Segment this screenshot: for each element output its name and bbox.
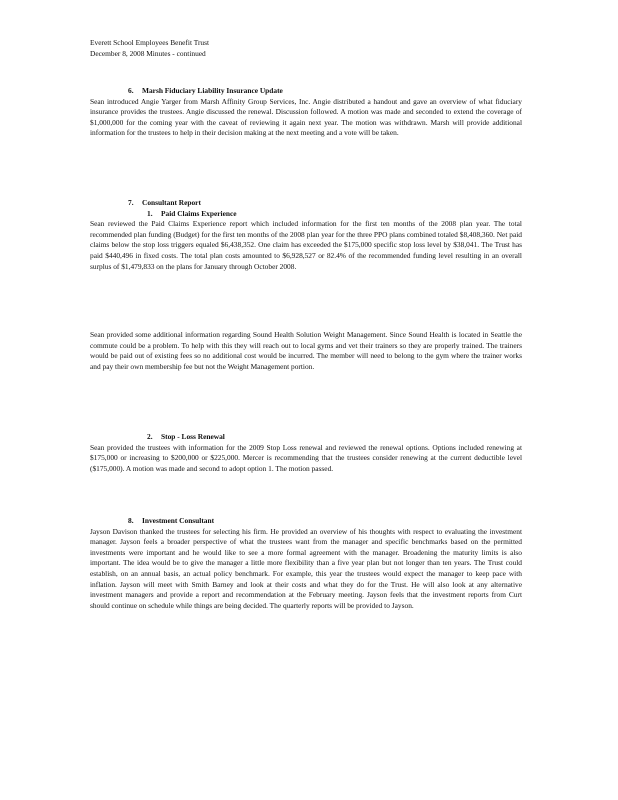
section-number: 6.	[128, 86, 134, 95]
subsection-title: Paid Claims Experience	[161, 208, 237, 218]
subsection-body: Sean provided the trustees with information for the 2009 Stop Loss renewal and reviewed the renewal options. Options included renewing at $175,000 or increasing to $200,000 or $225,000. Mercer is recommending that the trustees consider renewing at the current deductible level ($175,000). A motion was made and second to adopt option 1. The motion passed.	[90, 442, 522, 473]
section-title: Marsh Fiduciary Liability Insurance Update	[142, 86, 283, 95]
section-body: Jayson Davison thanked the trustees for selecting his firm. He provided an overview of his thoughts with respect to evaluating the investment manager. Jayson feels a broader perspective of what the trustees want from the manager and specific benchmarks based on the permitted investments were important and he would like to see a more formal agreement with the manager. Broadening the maturity limits is also important. The idea would be to give the manager a little more flexibility than a five year plan but not longer than ten years. The Trust could establish, on an annual basis, an actual policy benchmark. For example, this year the trustees would expect the manager to keep pace with inflation. Jayson will meet with Smith Barney and look at their costs and what they do for the Trust. He will also look at any alternative investment managers and provide a report and recommendation at the February meeting. Jayson feels that the investment reports from Curt should continue on schedule while things are being decided. The quarterly reports will be provided to Jayson.	[90, 526, 522, 610]
section-title: Investment Consultant	[142, 516, 215, 525]
section-body: Sean introduced Angie Yarger from Marsh Affinity Group Services, Inc. Angie distributed a handout and gave an overview of what fiduciary insurance provides the trustees. Angie discussed the renewal. Discussion followed. A motion was made and seconded to extend the coverage of $1,000,000 for the coming year with the caveat of reviewing it again next year. The motion was withdrawn. Marsh will provide additional information for the trustees to help in their decision making at the next meeting and a vote will be taken.	[90, 96, 522, 138]
section-investment-consultant	[90, 516, 522, 611]
section-heading	[90, 86, 522, 97]
subsection-number: 1.	[147, 208, 153, 218]
section-title: Consultant Report	[142, 198, 201, 207]
subsection-body: Sean reviewed the Paid Claims Experience report which included information for the first ten months of the 2008 plan year. The total recommended plan funding (Budget) for the first ten months of the 2008 plan year for the three PPO plans combined totaled $8,408,360. Net paid claims below the stop loss triggers equaled $6,438,352. One claim has exceeded the $175,000 specific stop loss level by $38,041. The Trust has paid $440,496 in fixed costs. The total plan costs amounted to $6,928,527 or 82.4% of the recommended funding level resulting in an overall surplus of $1,479,833 on the plans for January through October 2008.	[90, 219, 522, 271]
section-heading	[90, 198, 522, 209]
section-heading	[90, 516, 522, 527]
subsection-number: 2.	[147, 432, 153, 441]
section-number: 7.	[128, 198, 134, 207]
page-header	[90, 38, 370, 59]
section-marsh	[90, 86, 522, 139]
subsection-heading	[90, 432, 522, 443]
paragraph-body: Sean provided some additional information regarding Sound Health Solution Weight Management. Since Sound Health is located in Seattle the commute could be a problem. To help with this they will reach out to local gyms and vet their trainers so they are properly trained. The trainers would be paid out of existing fees so no additional cost would be incurred. The member will need to belong to the gym where the trainer works and pay their own membership fee but not the Weight Management portion.	[90, 330, 522, 371]
subsection-title: Stop - Loss Renewal	[161, 432, 225, 441]
section-number: 8.	[128, 516, 134, 525]
section-consultant-report	[90, 198, 522, 272]
header-date: December 8, 2008 Minutes - continued	[90, 48, 206, 58]
header-title: Everett School Employees Benefit Trust	[90, 38, 210, 47]
subsection-stop-loss	[90, 432, 522, 474]
paragraph-weight-management	[90, 330, 522, 372]
subsection-heading	[90, 209, 522, 220]
